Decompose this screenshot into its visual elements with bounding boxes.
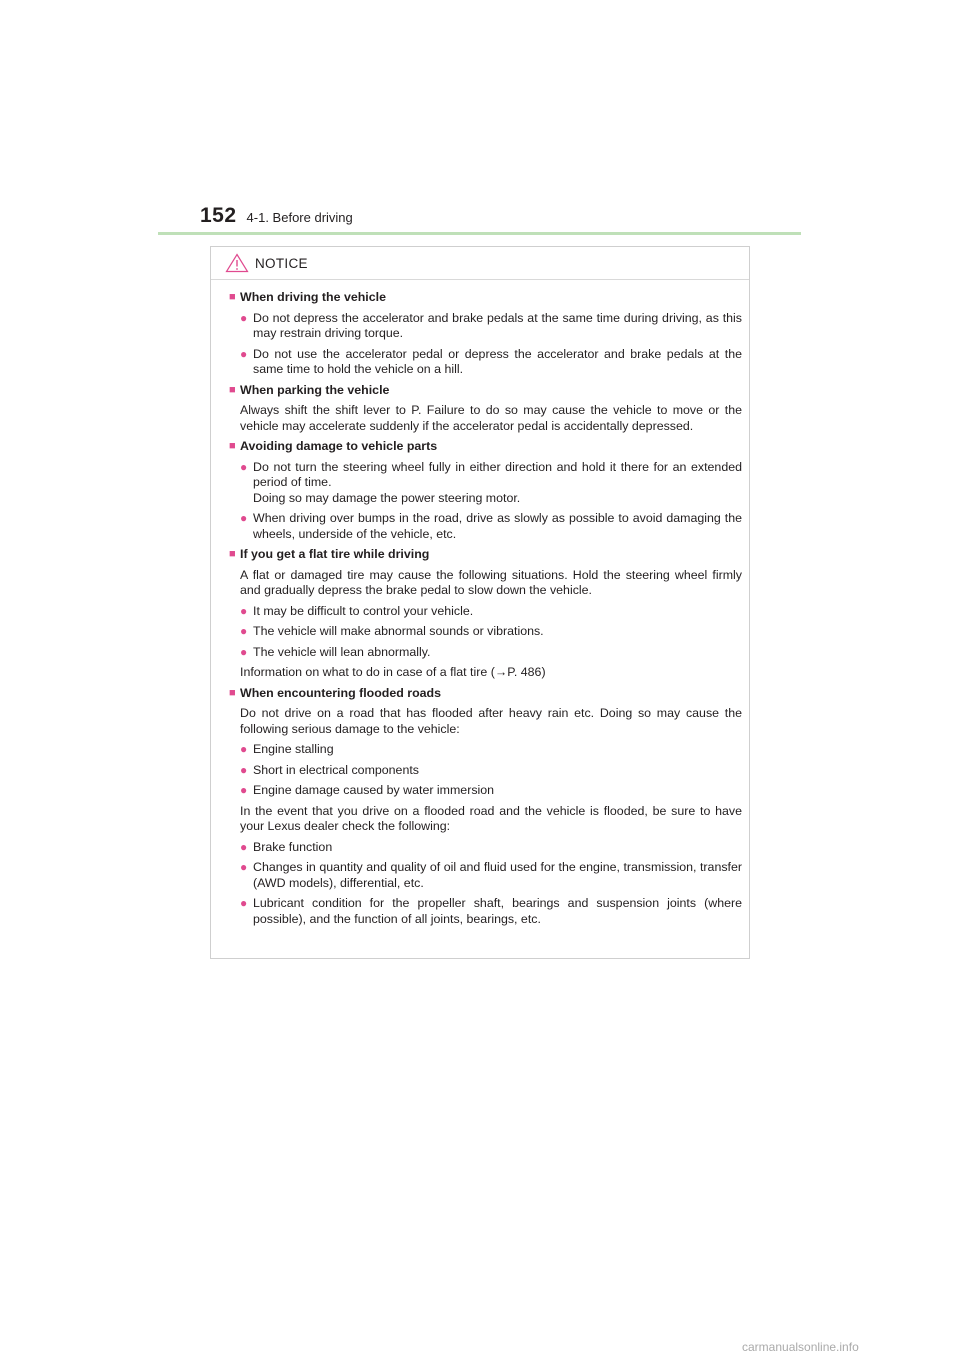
- notice-label: NOTICE: [255, 255, 308, 271]
- watermark: carmanualsonline.info: [742, 1340, 859, 1354]
- bullet-dot-icon: ●: [240, 624, 248, 638]
- bullet-item: [240, 783, 742, 799]
- bullet-dot-icon: ●: [240, 860, 248, 874]
- bullet-item: [240, 511, 742, 542]
- section-heading: [229, 547, 742, 563]
- bullet-text: Changes in quantity and quality of oil and fluid used for the engine, transmission, transfer (AWD models), differential, etc.: [253, 860, 742, 890]
- header-rule: [158, 232, 801, 235]
- paragraph: A flat or damaged tire may cause the following situations. Hold the steering wheel firmly and gradually depress the brake pedal to slow down the vehicle.: [240, 567, 742, 597]
- section-heading-text: Avoiding damage to vehicle parts: [240, 439, 438, 453]
- section-heading-text: When driving the vehicle: [240, 290, 386, 304]
- section-title: 4-1. Before driving: [246, 210, 353, 225]
- bullet-text: The vehicle will lean abnormally.: [253, 644, 431, 659]
- bullet-item: [240, 604, 742, 620]
- bullet-dot-icon: ●: [240, 511, 248, 525]
- bullet-text: Lubricant condition for the propeller shaft, bearings and suspension joints (where possible), and the function of all joints, bearings, etc.: [253, 896, 742, 926]
- bullet-text: Engine stalling: [253, 742, 334, 756]
- bullet-item: [240, 763, 742, 779]
- square-bullet-icon: ■: [229, 686, 236, 699]
- section-heading: [229, 686, 742, 702]
- square-bullet-icon: ■: [229, 383, 236, 396]
- bullet-dot-icon: ●: [240, 742, 248, 756]
- paragraph: In the event that you drive on a flooded road and the vehicle is flooded, be sure to have your Lexus dealer check the following:: [240, 803, 742, 833]
- bullet-text: Do not use the accelerator pedal or depress the accelerator and brake pedals at the same time to hold the vehicle on a hill.: [253, 346, 742, 376]
- bullet-dot-icon: ●: [240, 603, 248, 618]
- bullet-item: [240, 860, 742, 891]
- bullet-item: [240, 645, 742, 661]
- section-heading: [229, 439, 742, 455]
- section-heading: [229, 290, 742, 306]
- section-heading: [229, 383, 742, 399]
- bullet-text: Short in electrical components: [253, 762, 419, 777]
- notice-content: [211, 280, 749, 927]
- bullet-item: [240, 896, 742, 927]
- paragraph: Do not drive on a road that has flooded after heavy rain etc. Doing so may cause the following serious damage to the vehicle:: [240, 706, 742, 736]
- bullet-dot-icon: ●: [240, 310, 248, 325]
- bullet-dot-icon: ●: [240, 783, 248, 797]
- bullet-text: Do not turn the steering wheel fully in either direction and hold it there for an extended period of time. Doing so may damage the power steering motor.: [253, 459, 742, 505]
- bullet-item: [240, 311, 742, 342]
- square-bullet-icon: ■: [229, 548, 236, 560]
- section-heading-text: If you get a flat tire while driving: [240, 547, 430, 561]
- bullet-text: Do not depress the accelerator and brake pedals at the same time during driving, as this may restrain driving torque.: [253, 310, 742, 340]
- square-bullet-icon: ■: [229, 440, 236, 452]
- page-header: [200, 204, 353, 228]
- bullet-item: [240, 840, 742, 856]
- section-heading-text: When encountering flooded roads: [240, 685, 442, 700]
- paragraph: Always shift the shift lever to P. Failure to do so may cause the vehicle to move or the vehicle may accelerate suddenly if the accelerator pedal is accidentally depressed.: [240, 403, 742, 433]
- bullet-dot-icon: ●: [240, 762, 248, 777]
- bullet-dot-icon: ●: [240, 896, 248, 910]
- notice-header: [211, 247, 749, 280]
- bullet-item: [240, 624, 742, 640]
- warning-triangle-icon: [225, 253, 249, 273]
- bullet-dot-icon: ●: [240, 839, 248, 854]
- notice-box: [210, 246, 750, 959]
- bullet-text: Engine damage caused by water immersion: [253, 783, 495, 797]
- bullet-text: When driving over bumps in the road, drive as slowly as possible to avoid damaging the wheels, underside of the vehicle, etc.: [253, 511, 742, 541]
- paragraph: Information on what to do in case of a flat tire (→P. 486): [240, 665, 546, 679]
- bullet-dot-icon: ●: [240, 459, 248, 474]
- section-heading-text: When parking the vehicle: [240, 382, 390, 397]
- bullet-text: It may be difficult to control your vehicle.: [253, 603, 474, 618]
- square-bullet-icon: ■: [229, 291, 236, 303]
- page-number: 152: [200, 204, 237, 227]
- bullet-text: Brake function: [253, 839, 333, 854]
- bullet-dot-icon: ●: [240, 644, 248, 659]
- bullet-text: The vehicle will make abnormal sounds or vibrations.: [253, 624, 544, 638]
- bullet-item: [240, 347, 742, 378]
- bullet-dot-icon: ●: [240, 346, 248, 361]
- bullet-item: [240, 460, 742, 507]
- bullet-item: [240, 742, 742, 758]
